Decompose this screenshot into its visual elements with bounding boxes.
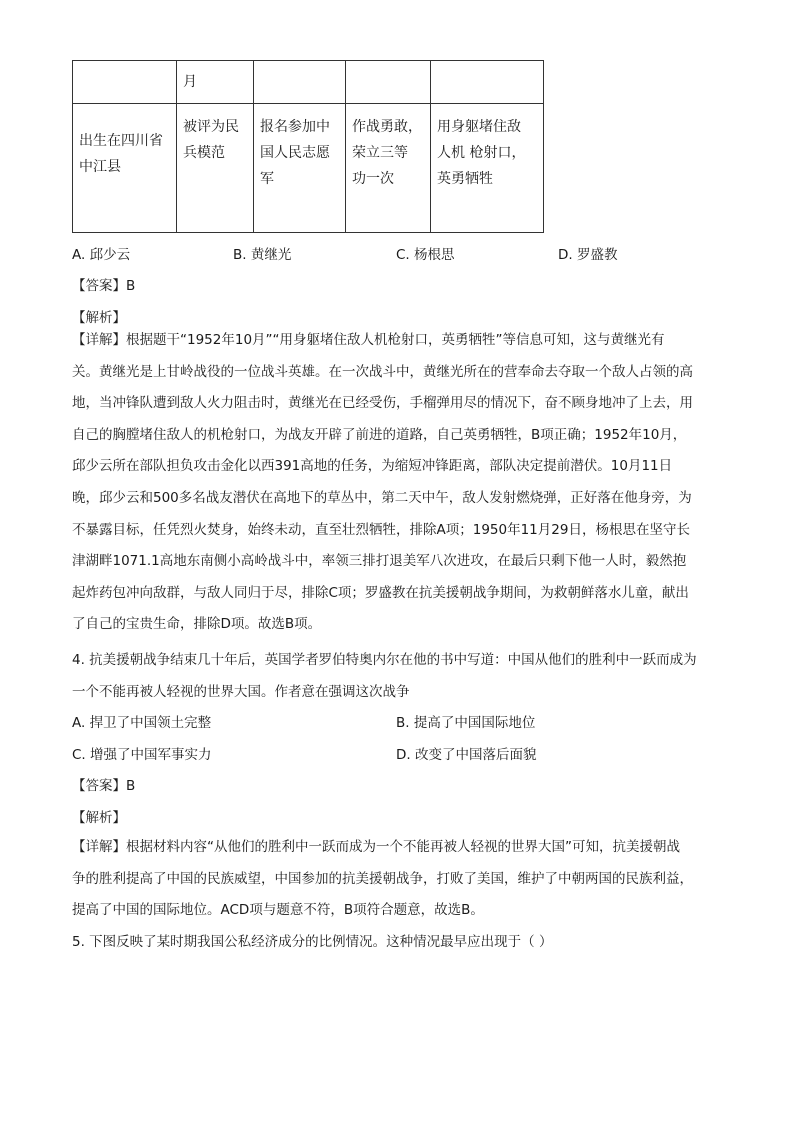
q3-detail-line: 地，当冲锋队遭到敌人火力阻击时，黄继光在已经受伤，手榴弹用尽的情况下，奋不顾身地冲了上去，用 xyxy=(72,395,693,412)
cell-line: 被评为民 xyxy=(183,119,239,135)
table-cell xyxy=(73,61,177,104)
cell-line: 荣立三等 xyxy=(352,145,408,161)
q4-detail xyxy=(72,832,724,927)
table-cell xyxy=(346,104,431,233)
q4-stem xyxy=(72,645,724,708)
table-row xyxy=(73,61,544,104)
q3-detail-line: 【详解】根据题干“1952年10月”“用身躯堵住敌人机枪射口，英勇牺牲”等信息可知，这与黄继光有 xyxy=(72,332,665,348)
table-cell xyxy=(346,61,431,104)
q3-detail-line: 了自己的宝贵生命，排除D项。故选B项。 xyxy=(72,616,322,633)
table-cell xyxy=(73,104,177,233)
table-cell xyxy=(431,61,544,104)
q4-detail-line: 提高了中国的国际地位。ACD项与题意不符，B项符合题意，故选B。 xyxy=(72,902,484,919)
q3-detail xyxy=(72,325,724,641)
cell-line: 英勇牺牲 xyxy=(437,171,493,187)
cell-line: 人机 枪射口， xyxy=(437,145,526,161)
cell-line: 用身躯堵住敌 xyxy=(437,119,521,135)
q3-option-b: B. 黄继光 xyxy=(233,247,292,263)
cell-line: 出生在四川省 xyxy=(79,133,163,149)
q5-stem: 5. 下图反映了某时期我国公私经济成分的比例情况。这种情况最早应出现于（ ） xyxy=(72,934,553,950)
q4-option-b: B. 提高了中国国际地位 xyxy=(396,715,536,731)
hero-info-table xyxy=(72,60,544,233)
cell-line: 报名参加中 xyxy=(260,119,330,135)
q3-answer: 【答案】B xyxy=(72,278,136,294)
table-cell xyxy=(254,104,346,233)
q3-detail-line: 起炸药包冲向敌群，与敌人同归于尽，排除C项；罗盛教在抗美援朝战争期间，为救朝鲜落水儿童，献出 xyxy=(72,584,689,601)
q4-answer: 【答案】B xyxy=(72,778,136,794)
cell-line: 作战勇敢， xyxy=(352,119,422,135)
q4-detail-line: 争的胜利提高了中国的民族威望，中国参加的抗美援朝战争，打败了美国，维护了中朝两国的民族利益， xyxy=(72,870,693,887)
q3-option-a: A. 邱少云 xyxy=(72,247,131,263)
q4-option-d: D. 改变了中国落后面貌 xyxy=(396,747,537,763)
q3-detail-line: 晚，邱少云和500多名战友潜伏在高地下的草丛中，第二天中午，敌人发射燃烧弹，正好落在他身旁，为 xyxy=(72,489,692,506)
q3-detail-line: 邱少云所在部队担负攻击金化以西391高地的任务，为缩短冲锋距离，部队决定提前潜伏。10月11日 xyxy=(72,458,673,475)
table-row xyxy=(73,104,544,233)
cell-line: 中江县 xyxy=(79,159,121,175)
q3-option-d: D. 罗盛教 xyxy=(558,247,618,263)
q4-stem-line: 一个不能再被人轻视的世界大国。作者意在强调这次战争 xyxy=(72,683,410,700)
cell-line: 功一次 xyxy=(352,171,394,187)
q4-option-a: A. 捍卫了中国领土完整 xyxy=(72,715,212,731)
q4-option-c: C. 增强了中国军事实力 xyxy=(72,747,212,763)
q3-analysis-label: 【解析】 xyxy=(72,310,126,326)
cell-line: 军 xyxy=(260,171,274,187)
q3-detail-line: 不暴露目标，任凭烈火焚身，始终未动，直至壮烈牺牲，排除A项；1950年11月29日，杨根思在坚守长 xyxy=(72,521,690,538)
q3-detail-line: 自己的胸膛堵住敌人的机枪射口，为战友开辟了前进的道路，自己英勇牺牲，B项正确；1952年10月， xyxy=(72,426,687,443)
table-cell: 月 xyxy=(177,61,254,104)
q4-detail-line: 【详解】根据材料内容“从他们的胜利中一跃而成为一个不能再被人轻视的世界大国”可知，抗美援朝战 xyxy=(72,839,680,855)
q4-analysis-label: 【解析】 xyxy=(72,810,126,826)
table-cell xyxy=(254,61,346,104)
q3-option-c: C. 杨根思 xyxy=(396,247,455,263)
cell-line: 兵模范 xyxy=(183,145,225,161)
table-cell xyxy=(431,104,544,233)
table-cell xyxy=(177,104,254,233)
q4-stem-line: 4. 抗美援朝战争结束几十年后，英国学者罗伯特奥内尔在他的书中写道：中国从他们的胜利中一跃而成为 xyxy=(72,652,697,668)
cell-line: 国人民志愿 xyxy=(260,145,330,161)
q3-detail-line: 关。黄继光是上甘岭战役的一位战斗英雄。在一次战斗中，黄继光所在的营奉命去夺取一个敌人占领的高 xyxy=(72,363,693,380)
q3-detail-line: 津湖畔1071.1高地东南侧小高岭战斗中，率领三排打退美军八次进攻，在最后只剩下他一人时，毅然抱 xyxy=(72,553,687,570)
